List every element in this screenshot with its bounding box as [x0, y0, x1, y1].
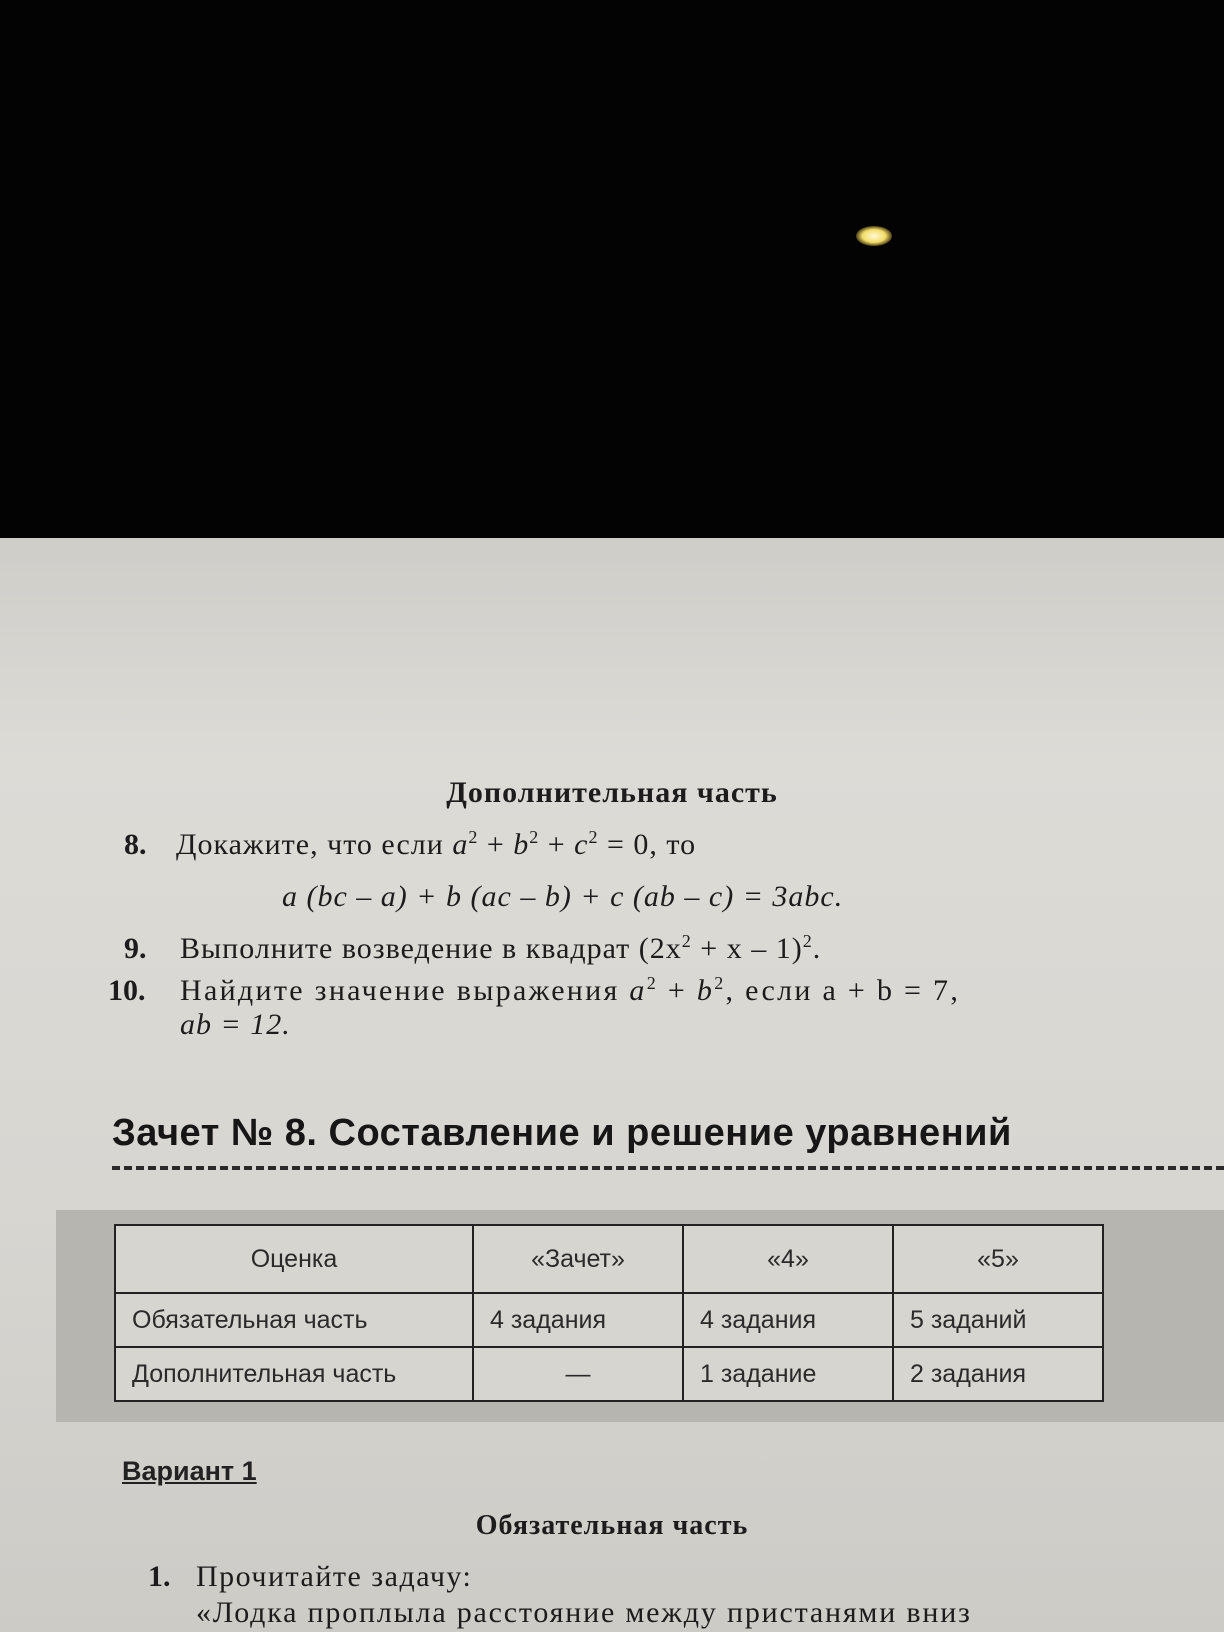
- zachet-title: Зачет № 8. Составление и решение уравнений: [112, 1112, 1012, 1154]
- table-header-row: [115, 1225, 1103, 1293]
- task-8-tail: = 0, то: [598, 828, 697, 861]
- table-cell: Дополнительная часть: [115, 1347, 473, 1401]
- grade-table: [114, 1224, 1104, 1402]
- task-9-number: 9.: [124, 932, 147, 965]
- task-10-condition: , если a + b = 7,: [725, 974, 961, 1007]
- table-header-cell: «4»: [683, 1225, 893, 1293]
- table-cell: 4 задания: [473, 1293, 683, 1347]
- task-10-lead: Найдите значение выражения: [180, 974, 630, 1007]
- table-cell: 1 задание: [683, 1347, 893, 1401]
- plus: +: [658, 974, 697, 1007]
- plus: +: [539, 828, 575, 861]
- textbook-page: [0, 538, 1224, 1632]
- task-10-number: 10.: [108, 974, 146, 1007]
- exp: 2: [529, 827, 540, 847]
- table-header-cell: «5»: [893, 1225, 1103, 1293]
- table-row: [115, 1293, 1103, 1347]
- task-8-lead: Докажите, что если: [176, 828, 453, 861]
- exp: 2: [588, 827, 599, 847]
- task-10-line2: ab = 12.: [180, 1008, 291, 1041]
- var-a: a: [629, 974, 647, 1007]
- table-cell: —: [473, 1347, 683, 1401]
- task-1-number: 1.: [148, 1560, 171, 1593]
- dark-background: [0, 0, 1224, 540]
- subsection-title: Обязательная часть: [475, 1510, 749, 1541]
- task-8-identity: a (bc – a) + b (ac – b) + c (ab – c) = 3abc.: [282, 880, 844, 913]
- variant-heading: Вариант 1: [122, 1456, 257, 1486]
- table-cell: 2 задания: [893, 1347, 1103, 1401]
- task-9-rest: + x – 1): [691, 932, 803, 965]
- exp: 2: [468, 827, 479, 847]
- table-header-cell: Оценка: [115, 1225, 473, 1293]
- section-title: Дополнительная часть: [446, 776, 778, 809]
- exp: 2: [802, 931, 813, 951]
- task-1-line1: Прочитайте задачу:: [196, 1560, 473, 1593]
- var-c: c: [574, 828, 589, 861]
- task-9-end: .: [812, 932, 822, 965]
- var-a: a: [452, 828, 469, 861]
- table-cell: 4 задания: [683, 1293, 893, 1347]
- task-9-lead: Выполните возведение в квадрат (2x: [180, 932, 682, 965]
- task-9-text: [180, 932, 821, 966]
- table-cell: Обязательная часть: [115, 1293, 473, 1347]
- dashed-rule: [112, 1166, 1224, 1170]
- task-8-text: [176, 828, 696, 862]
- task-1-line2: «Лодка проплыла расстояние между пристанями вниз: [196, 1596, 972, 1629]
- var-b: b: [696, 974, 715, 1007]
- light-reflection: [856, 226, 892, 246]
- table-row: [115, 1347, 1103, 1401]
- plus: +: [478, 828, 514, 861]
- task-8-number: 8.: [124, 828, 147, 861]
- var-b: b: [513, 828, 530, 861]
- table-cell: 5 заданий: [893, 1293, 1103, 1347]
- table-header-cell: «Зачет»: [473, 1225, 683, 1293]
- exp: 2: [646, 973, 659, 993]
- exp: 2: [681, 931, 692, 951]
- exp: 2: [714, 973, 726, 993]
- task-10-line1: [180, 974, 960, 1008]
